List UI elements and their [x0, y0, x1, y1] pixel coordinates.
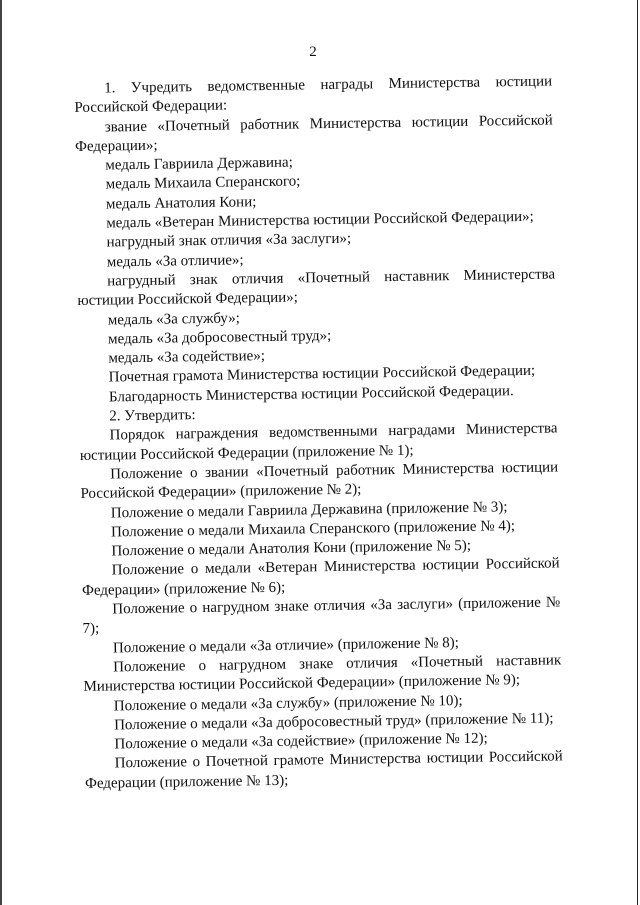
list-item-regulation-merit: Положение о нагрудном знаке отличия «За заслуги» (приложение № 7);	[82, 594, 561, 638]
list-item-regulation-title: Положение о звании «Почетный работник Министерства юстиции Российской Федерации» (приложение № 2);	[80, 459, 559, 503]
list-item-regulation-derzhavin: Положение о медали Гавриила Державина (приложение № 3);	[110, 498, 508, 522]
list-item-gratitude: Благодарность Министерства юстиции Российской Федерации.	[108, 382, 514, 406]
list-item-title-honored-worker: звание «Почетный работник Министерства юстиции Российской Федерации»;	[74, 112, 553, 155]
list-item-regulation-mentor: Положение о нагрудном знаке отличия «Почетный наставник Министерства юстиции Российской Федерации» (приложение № 9);	[83, 652, 562, 696]
list-item-regulation-distinction: Положение о медали «За отличие» (приложение № 8);	[112, 634, 460, 657]
list-item-regulation-labor: Положение о медали «За добросовестный труд» (приложение № 11);	[114, 710, 554, 734]
list-item-regulation-assistance: Положение о медали «За содействие» (приложение № 12);	[114, 730, 488, 753]
list-item-medal-service: медаль «За службу»;	[107, 309, 240, 329]
list-item-medal-distinction: медаль «За отличие»;	[106, 252, 244, 271]
list-item-medal-labor: медаль «За добросовестный труд»;	[107, 327, 332, 348]
list-item-regulation-certificate: Положение о Почетной грамоте Министерства юстиции Российской Федерации (приложение № 13);	[84, 748, 563, 792]
list-item-badge-mentor: нагрудный знак отличия «Почетный наставник Министерства юстиции Российской Федерации»;	[77, 266, 556, 310]
list-item-certificate-honor: Почетная грамота Министерства юстиции Российской Федерации;	[108, 363, 536, 386]
paragraph-establish-awards: 1. Учредить ведомственные награды Министерства юстиции Российской Федерации:	[74, 73, 553, 117]
list-item-medal-koni: медаль Анатолия Кони;	[105, 193, 257, 213]
list-item-badge-merit: нагрудный знак отличия «За заслуги»;	[106, 231, 352, 251]
scan-border-left	[0, 0, 2, 905]
list-item-regulation-koni: Положение о медали Анатолия Кони (приложение № 5);	[111, 537, 472, 560]
list-item-medal-derzhavin: медаль Гавриила Державина;	[105, 154, 293, 174]
list-item-regulation-veteran: Положение о медали «Ветеран Министерства юстиции Российской Федерации» (приложение № 6);	[81, 555, 560, 599]
paragraph-approve: 2. Утвердить:	[109, 407, 196, 425]
list-item-medal-veteran: медаль «Ветеран Министерства юстиции Российской Федерации»;	[106, 208, 534, 232]
list-item-medal-speransky: медаль Михаила Сперанского;	[105, 173, 301, 193]
list-item-regulation-speransky: Положение о медали Михаила Сперанского (приложение № 4);	[110, 517, 516, 541]
scan-border-right	[637, 0, 638, 905]
list-item-medal-assistance: медаль «За содействие»;	[108, 348, 266, 367]
list-item-award-procedure: Порядок награждения ведомственными наградами Министерства юстиции Российской Федерации (приложение № 1);	[79, 420, 558, 464]
list-item-regulation-service: Положение о медали «За службу» (приложение № 10);	[113, 692, 463, 714]
page-number: 2	[309, 44, 317, 60]
document-body	[74, 72, 563, 793]
